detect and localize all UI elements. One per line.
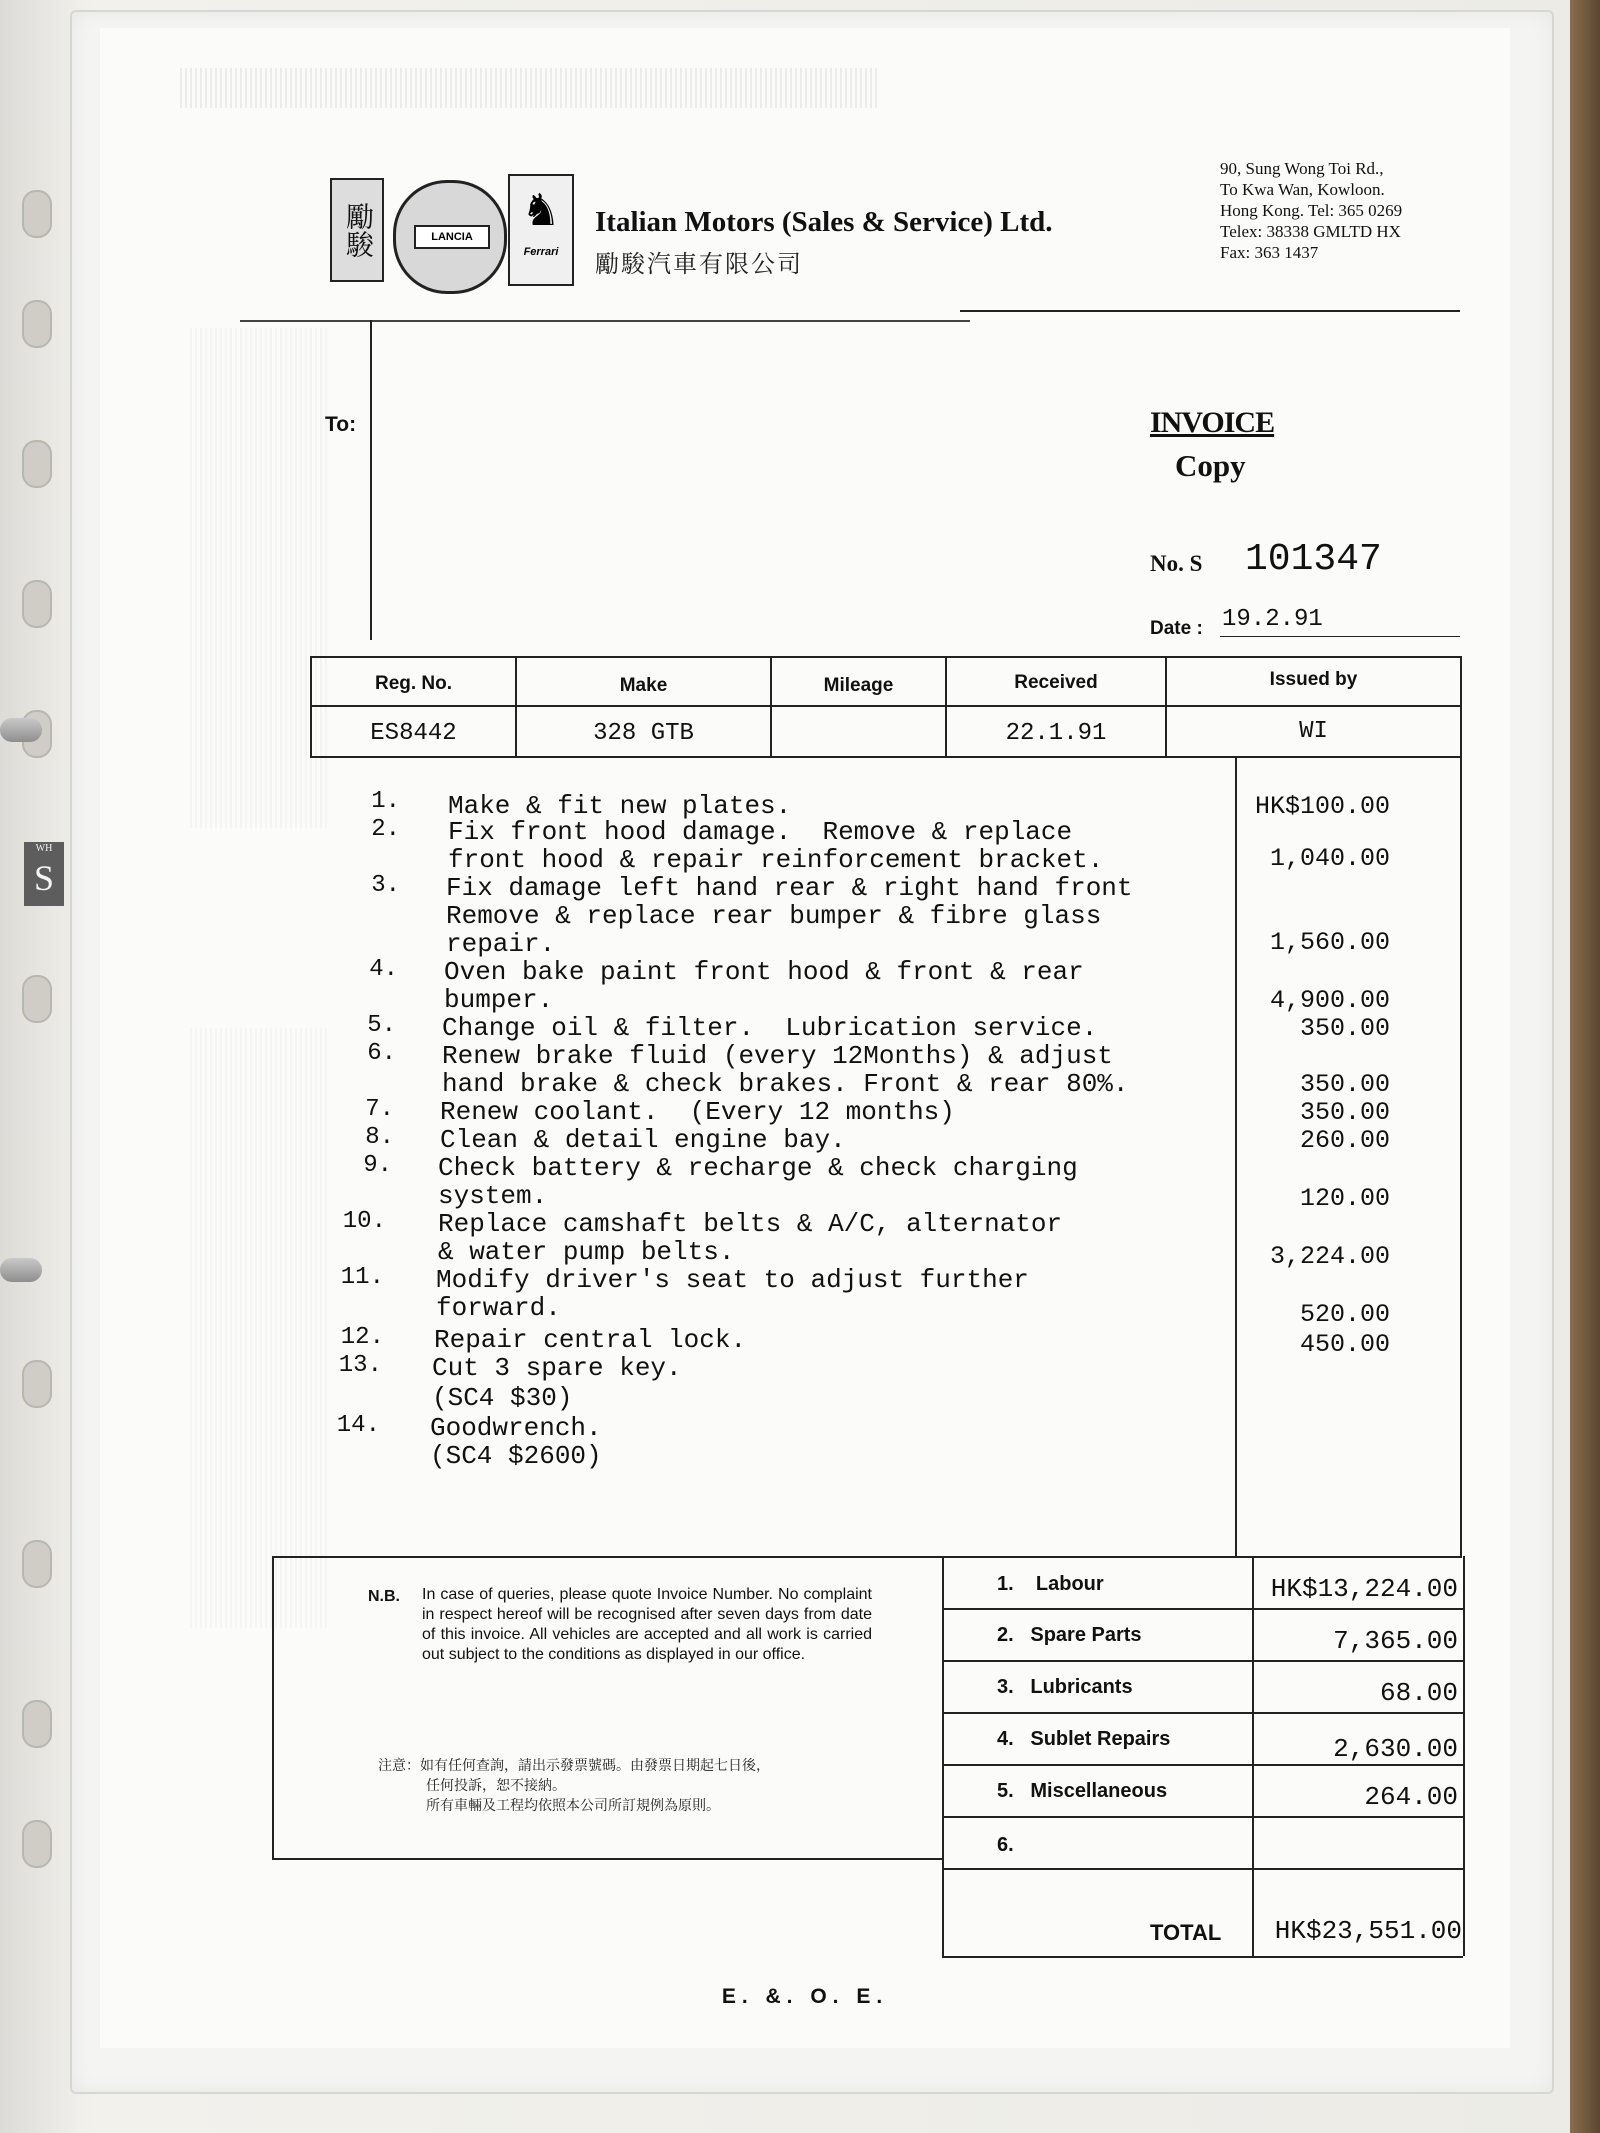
item-number: 3. [371, 872, 400, 899]
eoe-note: E. &. O. E. [721, 1985, 889, 2008]
copy-label: Copy [1175, 448, 1246, 483]
item-description: hand brake & check brakes. Front & rear 80%. [442, 1069, 1129, 1099]
item-amount: HK$100.00 [1254, 792, 1390, 821]
summary-row-border [942, 1816, 1463, 1818]
total-label: TOTAL [1150, 1920, 1222, 1945]
punch-hole [22, 1360, 52, 1408]
header-make: Make [619, 675, 668, 696]
summary-row-border [942, 1608, 1463, 1610]
item-description: system. [438, 1181, 548, 1211]
item-number: 6. [367, 1040, 396, 1067]
invoice-title: INVOICE [1150, 406, 1275, 439]
item-number: 4. [369, 956, 398, 983]
address-box-border [370, 320, 372, 640]
binder-ring [0, 718, 42, 742]
header-rule [960, 310, 1460, 312]
item-description: Check battery & recharge & check charging [438, 1153, 1078, 1183]
item-description: Goodwrench. [430, 1413, 602, 1443]
item-number: 7. [365, 1096, 394, 1123]
item-amount: 4,900.00 [1269, 986, 1390, 1015]
summary-sublet-label: 4. Sublet Repairs [997, 1728, 1171, 1750]
horse-icon: ♞ [521, 186, 561, 235]
punch-hole [22, 1700, 52, 1748]
item-number: 10. [342, 1208, 386, 1235]
item-amount: 450.00 [1299, 1330, 1390, 1359]
item-description: & water pump belts. [438, 1237, 735, 1267]
item-amount: 1,040.00 [1269, 844, 1390, 873]
vehicle-table-border [1460, 656, 1462, 756]
items-box-border [1460, 756, 1462, 1556]
company-name-chinese: 勵駿汽車有限公司 [595, 251, 803, 278]
vehicle-table-border [310, 705, 1460, 707]
item-description: bumper. [444, 985, 554, 1015]
photocopy-noise [190, 328, 330, 828]
item-number: 8. [365, 1124, 394, 1151]
summary-spare-parts-value: 7,365.00 [1333, 1626, 1458, 1656]
reg-no-value: ES8442 [370, 720, 457, 747]
item-amount: 350.00 [1299, 1098, 1390, 1127]
company-address: 90, Sung Wong Toi Rd., To Kwa Wan, Kowloon. Hong Kong. Tel: 365 0269 Telex: 38338 GMLTD HX Fax: 363 1437 [1220, 159, 1403, 262]
item-description: Oven bake paint front hood & front & rear [444, 957, 1084, 987]
item-number: 11. [340, 1264, 384, 1291]
footer-box-border [272, 1556, 274, 1858]
to-label: To: [325, 413, 357, 436]
item-amount: 1,560.00 [1269, 928, 1390, 957]
item-number: 1. [371, 788, 400, 815]
item-number: 12. [340, 1324, 384, 1351]
item-description: Renew brake fluid (every 12Months) & adjust [442, 1041, 1113, 1071]
nb-terms-chinese: 注意：如有任何查詢，請出示發票號碼。由發票日期起七日後， 任何投訴，恕不接納。 所有車輛及工程均依照本公司所訂規例為原則。 [378, 1757, 770, 1813]
summary-box-border [1463, 1556, 1465, 1956]
photocopy-noise [180, 68, 880, 108]
punch-hole [22, 440, 52, 488]
summary-row-border [942, 1956, 1463, 1958]
vehicle-table-border [310, 756, 1460, 758]
item-number: 2. [371, 816, 400, 843]
binder-brand-label: WH S [24, 842, 64, 906]
punch-hole [22, 975, 52, 1023]
item-amount: 350.00 [1299, 1014, 1390, 1043]
header-rule [240, 320, 970, 322]
received-value: 22.1.91 [1005, 720, 1107, 747]
item-amount: 3,224.00 [1269, 1242, 1390, 1271]
item-description: Change oil & filter. Lubrication service. [442, 1013, 1098, 1043]
item-description: Modify driver's seat to adjust further [436, 1265, 1029, 1295]
footer-box-border [272, 1556, 1462, 1558]
vehicle-table-border [310, 656, 1460, 658]
company-name: Italian Motors (Sales & Service) Ltd. [595, 206, 1053, 238]
punch-hole [22, 300, 52, 348]
item-amount: 350.00 [1299, 1070, 1390, 1099]
summary-row-6-label: 6. [997, 1834, 1014, 1856]
item-description: forward. [436, 1293, 561, 1323]
date-underline [1220, 636, 1460, 637]
item-amount: 260.00 [1299, 1126, 1390, 1155]
summary-labour-label: 1. Labour [997, 1573, 1104, 1595]
item-amount: 520.00 [1299, 1300, 1390, 1329]
item-description: repair. [446, 929, 556, 959]
vehicle-table-border [770, 656, 772, 756]
summary-misc-label: 5. Miscellaneous [997, 1780, 1168, 1802]
invoice-document [100, 28, 1510, 2048]
nb-label: N.B. [368, 1588, 400, 1605]
invoice-number: 101347 [1245, 538, 1382, 581]
table-surface [1570, 0, 1600, 2133]
punch-hole [22, 190, 52, 238]
item-description: Clean & detail engine bay. [440, 1125, 846, 1155]
item-description: Make & fit new plates. [448, 791, 792, 821]
item-number: 5. [367, 1012, 396, 1039]
footer-box-border [272, 1858, 942, 1860]
invoice-date: 19.2.91 [1222, 606, 1323, 633]
summary-lubricants-value: 68.00 [1379, 1678, 1458, 1708]
header-mileage: Mileage [823, 675, 894, 696]
summary-box-border [942, 1556, 944, 1956]
issued-by-value: WI [1299, 718, 1328, 745]
summary-row-border [942, 1868, 1463, 1870]
binder-ring [0, 1258, 42, 1282]
item-description: (SC4 $2600) [430, 1441, 602, 1471]
summary-sublet-value: 2,630.00 [1333, 1734, 1458, 1764]
item-description: Renew coolant. (Every 12 months) [440, 1097, 955, 1127]
header-issued-by: Issued by [1269, 669, 1358, 690]
item-description: Cut 3 spare key. [432, 1353, 682, 1383]
header-reg-no: Reg. No. [374, 673, 453, 694]
item-description: Fix front hood damage. Remove & replace [448, 817, 1073, 847]
company-chop-logo: 勵駿 [330, 178, 384, 282]
binder-margin [0, 0, 80, 2133]
punch-hole [22, 1820, 52, 1868]
item-number: 13. [338, 1352, 382, 1379]
item-amount: 120.00 [1299, 1184, 1390, 1213]
date-label: Date : [1150, 618, 1203, 639]
item-description: Replace camshaft belts & A/C, alternator [438, 1209, 1063, 1239]
item-description: Remove & replace rear bumper & fibre glass [446, 901, 1102, 931]
summary-labour-value: HK$13,224.00 [1270, 1574, 1458, 1604]
summary-row-border [942, 1660, 1463, 1662]
summary-misc-value: 264.00 [1364, 1782, 1458, 1812]
punch-hole [22, 1540, 52, 1588]
make-value: 328 GTB [593, 720, 694, 747]
invoice-number-label: No. S [1150, 551, 1203, 576]
summary-lubricants-label: 3. Lubricants [997, 1676, 1133, 1698]
summary-spare-parts-label: 2. Spare Parts [997, 1624, 1142, 1646]
item-description: (SC4 $30) [432, 1383, 573, 1413]
item-description: Repair central lock. [434, 1325, 747, 1355]
photocopy-noise [190, 1028, 330, 1628]
ferrari-logo: ♞ Ferrari [508, 174, 574, 286]
header-received: Received [1014, 672, 1098, 693]
nb-terms-text: In case of queries, please quote Invoice Number. No complaint in respect hereof will be recognised after seven days from date of this invoice. All vehicles are accepted and all work is carried out subject to the conditions as displayed in our office. [422, 1586, 872, 1663]
item-number: 14. [336, 1412, 380, 1439]
item-description: Fix damage left hand rear & right hand front [446, 873, 1133, 903]
punch-hole [22, 580, 52, 628]
total-value: HK$23,551.00 [1274, 1916, 1462, 1946]
item-description: front hood & repair reinforcement bracket. [448, 845, 1104, 875]
item-number: 9. [363, 1152, 392, 1179]
summary-row-border [942, 1712, 1463, 1714]
lancia-logo: LANCIA [393, 180, 507, 294]
amount-column-border [1235, 756, 1237, 1556]
summary-row-border [942, 1764, 1463, 1766]
